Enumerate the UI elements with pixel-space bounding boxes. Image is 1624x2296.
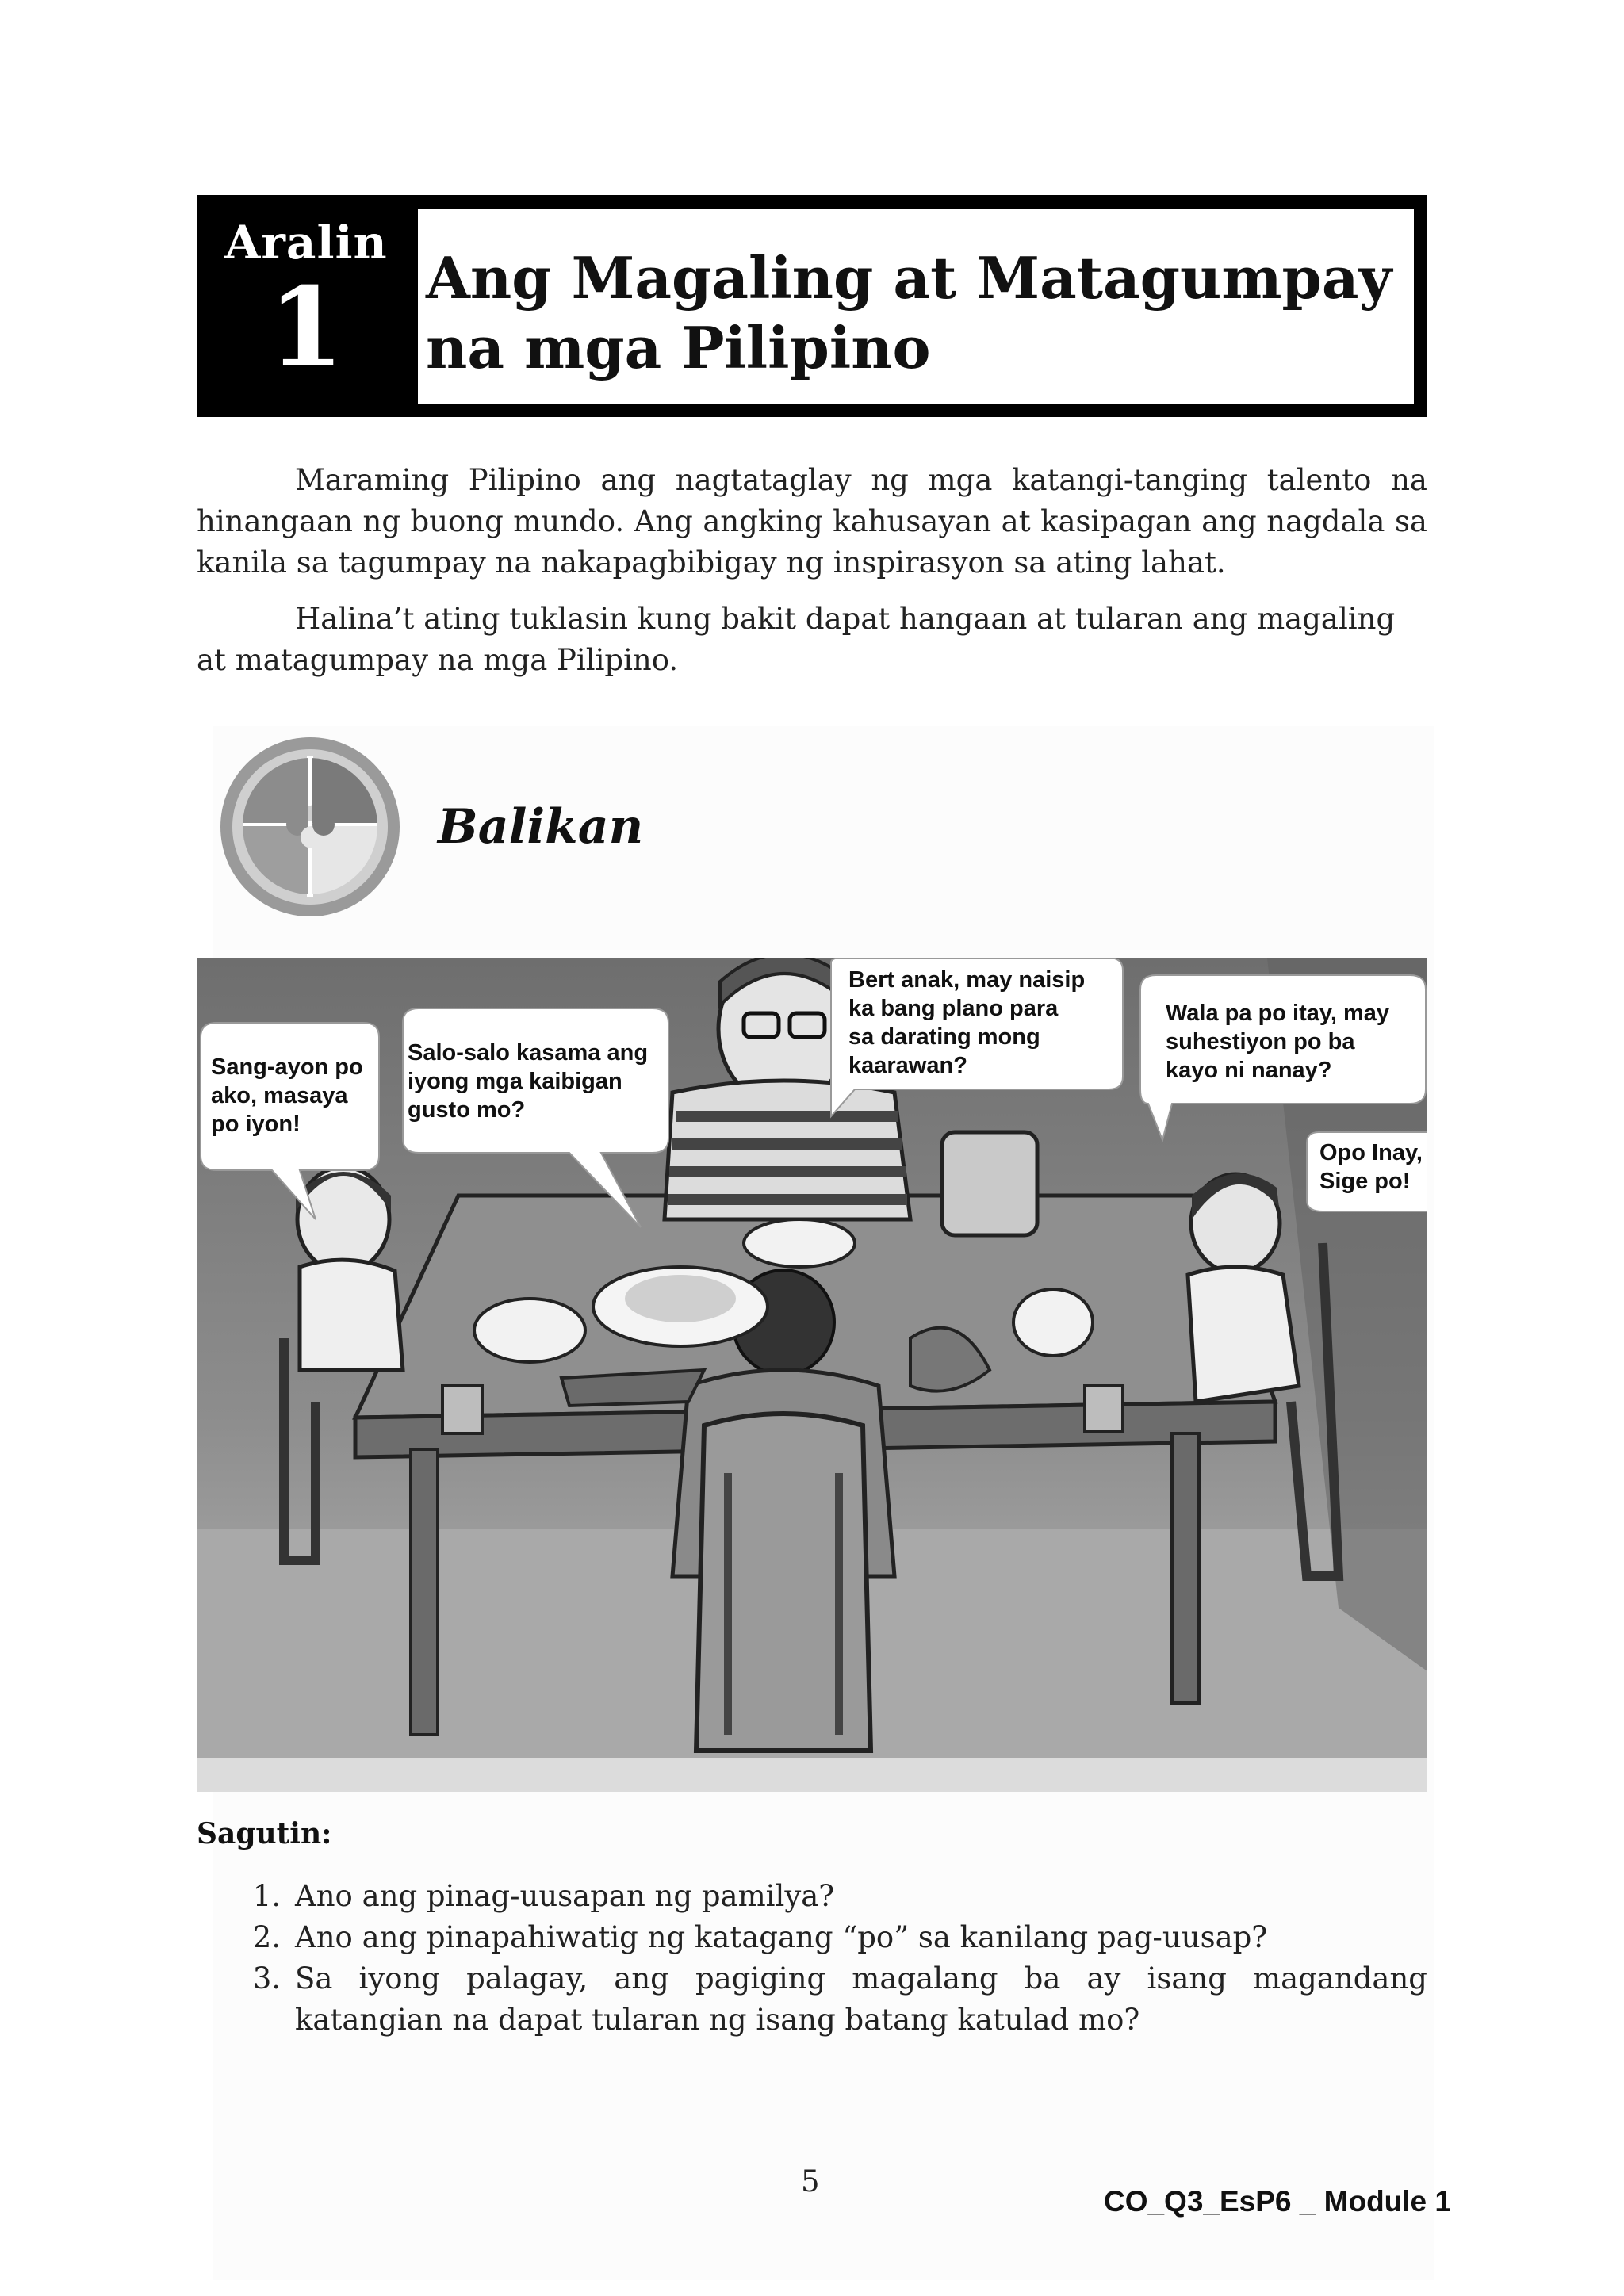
speech-bubble-boy-reply: Opo Inay, Sige po! (1320, 1140, 1423, 1194)
question-text: Ano ang pinag-uusapan ng pamilya? (295, 1879, 835, 1913)
section-title: Balikan (438, 799, 644, 855)
lesson-label: Aralin (224, 216, 388, 270)
question-item (197, 1876, 1427, 1917)
lesson-badge (201, 200, 411, 412)
family-dinner-illustration (197, 958, 1427, 1792)
lesson-title-line-1: Ang Magaling at Matagumpay (426, 244, 1392, 312)
question-number: 1. (252, 1879, 281, 1913)
question-item (197, 1917, 1427, 1958)
question-number: 3. (252, 1961, 281, 1996)
question-number: 2. (252, 1920, 281, 1954)
speech-bubble-mother: Salo-salo kasama ang iyong mga kaibigan gusto mo? (408, 1040, 649, 1123)
module-code: CO_Q3_EsP6 _ Module 1 (1103, 2185, 1451, 2218)
question-text: Ano ang pinapahiwatig ng katagang “po” sa kanilang pag-uusap? (295, 1920, 1268, 1954)
question-text: Sa iyong palagay, ang pagiging magalang ba ay isang magandang katangian na dapat tularan ng isang batang katulad mo? (295, 1961, 1427, 2037)
lesson-title-box (416, 206, 1416, 406)
page-number: 5 (801, 2164, 820, 2198)
intro-paragraph-1: Maraming Pilipino ang nagtataglay ng mga katangi-tanging talento na hinangaan ng buong mundo. Ang angking kahusayan at kasipagan ang nagdala sa kanila sa tagumpay na nakapagbibigay ng inspirasyon sa ating lahat. (197, 463, 1427, 580)
question-item (197, 1958, 1427, 2041)
speech-bubble-father: Bert anak, may naisip ka bang plano para sa darating mong kaarawan? (848, 967, 1086, 1078)
questions-list (197, 1876, 1427, 2041)
questions-heading: Sagutin: (197, 1817, 332, 1850)
lesson-header (197, 195, 1427, 417)
lesson-number: 1 (267, 262, 345, 392)
lesson-title-line-2: na mga Pilipino (426, 314, 931, 381)
speech-bubble-boy: Wala pa po itay, may suhestiyon po ba kayo ni nanay? (1166, 1001, 1390, 1083)
speech-bubble-girl: Sang-ayon po ako, masaya po iyon! (211, 1054, 363, 1137)
intro-paragraph-2: Halina’t ating tuklasin kung bakit dapat hangaan at tularan ang magaling at matagumpay na mga Pilipino. (197, 602, 1396, 677)
puzzle-icon (219, 736, 401, 918)
